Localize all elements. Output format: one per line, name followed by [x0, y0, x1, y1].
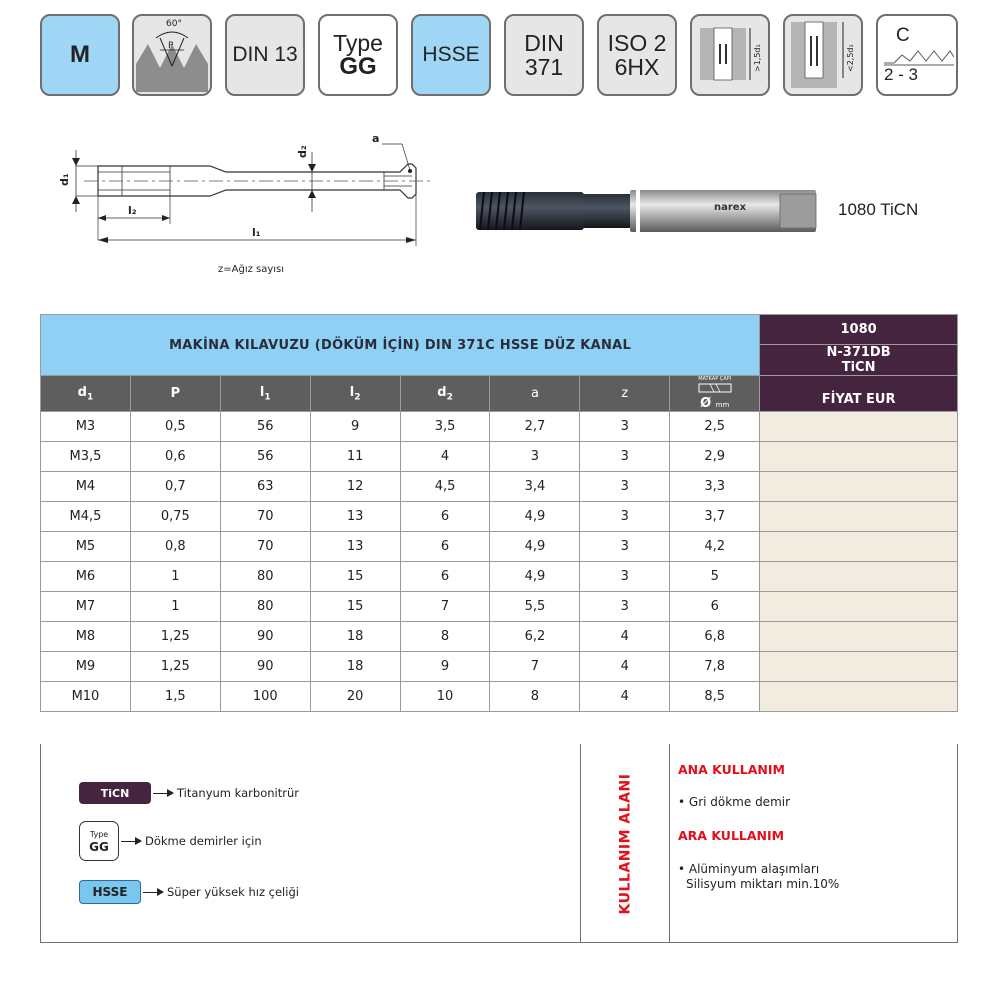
din371-line2: 371 — [524, 54, 564, 80]
table-cell: 80 — [220, 562, 310, 592]
pitch-label: P — [168, 41, 174, 51]
secondary-usage-item — [678, 862, 839, 892]
secondary-usage-heading: ARA KULLANIM — [678, 828, 785, 843]
arrow-right-icon — [143, 892, 163, 893]
table-cell: 4,9 — [490, 532, 580, 562]
drawing-l1-label: l₁ — [252, 226, 261, 239]
table-cell: 3 — [580, 502, 670, 532]
col-header-d1: $d_1$ — [41, 376, 131, 412]
legend-hsse — [79, 880, 299, 904]
table-cell: 1 — [130, 592, 220, 622]
table-cell: 90 — [220, 622, 310, 652]
arrow-right-icon — [121, 841, 141, 842]
col-header-l2: $l_2$ — [310, 376, 400, 412]
table-cell: 2,5 — [670, 412, 760, 442]
hsse-label: HSSE — [422, 43, 480, 66]
table-cell: 13 — [310, 532, 400, 562]
price-cell — [760, 412, 958, 442]
hsse-description: Süper yüksek hız çeliği — [167, 885, 299, 899]
ticn-description: Titanyum karbonitrür — [177, 786, 299, 800]
table-cell: 4,5 — [400, 472, 490, 502]
table-cell: 8,5 — [670, 682, 760, 712]
metric-thread-badge — [40, 14, 120, 96]
gg-chip-type: Type — [89, 830, 109, 839]
flute-count-note: z=Ağız sayısı — [218, 264, 285, 275]
type-word: Type — [333, 30, 383, 56]
table-cell: M7 — [41, 592, 131, 622]
table-cell: M8 — [41, 622, 131, 652]
drill-unit: mm — [715, 401, 730, 409]
table-cell: 3,4 — [490, 472, 580, 502]
main-usage-item: • Gri dökme demir — [678, 795, 791, 809]
hsse-badge — [411, 14, 491, 96]
table-row — [41, 412, 958, 442]
table-cell: M5 — [41, 532, 131, 562]
table-title: MAKİNA KILAVUZU (DÖKÜM İÇİN) DIN 371C HSSE DÜZ KANAL — [41, 315, 760, 376]
table-row — [41, 592, 958, 622]
drill-diameter-symbol: Ø — [700, 396, 712, 411]
angle-label: 60° — [166, 19, 182, 29]
table-cell: 8 — [400, 622, 490, 652]
drawing-d1-label: d₁ — [58, 173, 71, 186]
table-cell: 8 — [490, 682, 580, 712]
col-header-z: z — [580, 376, 670, 412]
col-header-a: a — [490, 376, 580, 412]
table-row — [41, 682, 958, 712]
table-cell: 18 — [310, 652, 400, 682]
table-cell: 1,5 — [130, 682, 220, 712]
table-cell: 0,8 — [130, 532, 220, 562]
gg-description: Dökme demirler için — [145, 834, 262, 848]
blind-depth-label: <2,5d₁ — [846, 44, 855, 72]
legend-panel — [40, 744, 958, 943]
table-cell: 1 — [130, 562, 220, 592]
table-cell: 4 — [400, 442, 490, 472]
table-cell: 63 — [220, 472, 310, 502]
table-cell: 6 — [400, 562, 490, 592]
metric-thread-label: M — [70, 41, 90, 68]
blind-hole-badge — [783, 14, 863, 96]
table-cell: 3 — [580, 592, 670, 622]
table-cell: 10 — [400, 682, 490, 712]
din13-badge — [225, 14, 305, 96]
through-hole-badge — [690, 14, 770, 96]
table-cell: 3 — [490, 442, 580, 472]
product-code: 1080 — [760, 315, 958, 345]
col-header-pitch: P — [130, 376, 220, 412]
table-cell: 6 — [400, 532, 490, 562]
table-cell: 13 — [310, 502, 400, 532]
legend-ticn — [79, 782, 299, 804]
price-cell — [760, 532, 958, 562]
arrow-right-icon — [153, 793, 173, 794]
table-cell: M9 — [41, 652, 131, 682]
table-cell: 7 — [490, 652, 580, 682]
din371-badge — [504, 14, 584, 96]
table-cell: M4,5 — [41, 502, 131, 532]
product-code-line3: TiCN — [841, 360, 876, 375]
table-cell: 11 — [310, 442, 400, 472]
table-cell: 0,7 — [130, 472, 220, 502]
table-cell: M3,5 — [41, 442, 131, 472]
table-cell: 70 — [220, 502, 310, 532]
usage-divider — [669, 744, 670, 942]
usage-area-heading — [595, 756, 655, 932]
table-cell: 6,8 — [670, 622, 760, 652]
table-row — [41, 562, 958, 592]
table-cell: 20 — [310, 682, 400, 712]
table-cell: 3 — [580, 442, 670, 472]
din13-label: DIN 13 — [232, 43, 298, 66]
product-code-line2: N-371DB — [826, 345, 891, 360]
table-row — [41, 472, 958, 502]
table-cell: 1,25 — [130, 652, 220, 682]
price-cell — [760, 682, 958, 712]
secondary-usage-line2: Silisyum miktarı min.10% — [686, 877, 840, 891]
price-cell — [760, 622, 958, 652]
table-cell: 4 — [580, 652, 670, 682]
table-cell: 4 — [580, 682, 670, 712]
table-cell: 7 — [400, 592, 490, 622]
table-cell: 9 — [400, 652, 490, 682]
table-cell: 3,5 — [400, 412, 490, 442]
through-depth-label: >1,5d₁ — [753, 44, 762, 72]
price-cell — [760, 652, 958, 682]
table-cell: 3 — [580, 472, 670, 502]
through-hole-icon — [692, 16, 768, 94]
iso-line1: ISO 2 — [607, 30, 667, 56]
table-cell: 3 — [580, 532, 670, 562]
drill-header-caption: MATKAP ÇAPI — [698, 376, 732, 382]
table-row — [41, 652, 958, 682]
table-cell: M4 — [41, 472, 131, 502]
type-code: GG — [339, 53, 377, 80]
table-cell: 12 — [310, 472, 400, 502]
chamfer-badge — [876, 14, 958, 96]
table-row — [41, 622, 958, 652]
col-header-l1: $l_1$ — [220, 376, 310, 412]
table-cell: 3 — [580, 412, 670, 442]
col-header-price: FİYAT EUR — [760, 376, 958, 412]
hsse-chip: HSSE — [79, 880, 141, 904]
product-label: 1080 TiCN — [838, 200, 919, 219]
price-cell — [760, 442, 958, 472]
ticn-chip: TiCN — [79, 782, 151, 804]
table-cell: 56 — [220, 442, 310, 472]
iso-tolerance-badge — [597, 14, 677, 96]
table-row — [41, 442, 958, 472]
table-cell: 7,8 — [670, 652, 760, 682]
table-cell: 5,5 — [490, 592, 580, 622]
table-cell: 5 — [670, 562, 760, 592]
table-cell: 15 — [310, 562, 400, 592]
drawing-a-label: a — [372, 132, 380, 145]
table-cell: 3 — [580, 562, 670, 592]
drawing-l2-label: l₂ — [128, 204, 137, 217]
usage-area-label: KULLANIM ALANI — [617, 773, 633, 915]
table-cell: 15 — [310, 592, 400, 622]
secondary-usage-line1: • Alüminyum alaşımları — [678, 862, 820, 876]
table-body — [41, 412, 958, 712]
product-code-variant — [760, 345, 958, 376]
table-cell: 56 — [220, 412, 310, 442]
tap-technical-drawing — [40, 128, 440, 258]
table-cell: M3 — [41, 412, 131, 442]
table-cell: 80 — [220, 592, 310, 622]
table-cell: 90 — [220, 652, 310, 682]
price-cell — [760, 472, 958, 502]
tap-spec-table — [40, 314, 958, 712]
table-cell: 3,7 — [670, 502, 760, 532]
gg-chip-code: GG — [89, 840, 109, 854]
table-cell: 2,7 — [490, 412, 580, 442]
table-cell: 0,6 — [130, 442, 220, 472]
table-cell: 70 — [220, 532, 310, 562]
table-cell: 0,5 — [130, 412, 220, 442]
price-cell — [760, 562, 958, 592]
brand-engraving: narex — [714, 202, 747, 213]
table-cell: 1,25 — [130, 622, 220, 652]
tap-product-photo — [470, 180, 820, 250]
chamfer-range: 2 - 3 — [884, 65, 919, 84]
main-usage-heading: ANA KULLANIM — [678, 762, 785, 777]
price-cell — [760, 592, 958, 622]
thread-profile-badge — [132, 14, 212, 96]
table-cell: 4,9 — [490, 562, 580, 592]
table-cell: 6,2 — [490, 622, 580, 652]
table-cell: 6 — [400, 502, 490, 532]
legend-divider — [580, 744, 581, 942]
blind-hole-icon — [785, 16, 861, 94]
table-row — [41, 532, 958, 562]
chamfer-letter: C — [896, 25, 910, 46]
drawing-d2-label: d₂ — [296, 145, 309, 158]
col-header-drill — [670, 376, 760, 412]
table-cell: M10 — [41, 682, 131, 712]
chamfer-profile-icon — [884, 45, 954, 67]
table-cell: 3,3 — [670, 472, 760, 502]
drill-bit-icon — [698, 382, 732, 394]
table-cell: 9 — [310, 412, 400, 442]
iso-line2: 6HX — [614, 54, 660, 80]
table-cell: 6 — [670, 592, 760, 622]
table-cell: 2,9 — [670, 442, 760, 472]
table-cell: 4,9 — [490, 502, 580, 532]
table-cell: 100 — [220, 682, 310, 712]
thread-profile-icon — [134, 16, 210, 94]
table-cell: 18 — [310, 622, 400, 652]
table-cell: 0,75 — [130, 502, 220, 532]
col-header-d2: $d_2$ — [400, 376, 490, 412]
type-gg-badge — [318, 14, 398, 96]
legend-gg — [79, 821, 262, 861]
table-cell: M6 — [41, 562, 131, 592]
table-cell: 4,2 — [670, 532, 760, 562]
gg-chip — [79, 821, 119, 861]
din371-line1: DIN — [524, 30, 564, 56]
table-row — [41, 502, 958, 532]
table-cell: 4 — [580, 622, 670, 652]
price-cell — [760, 502, 958, 532]
